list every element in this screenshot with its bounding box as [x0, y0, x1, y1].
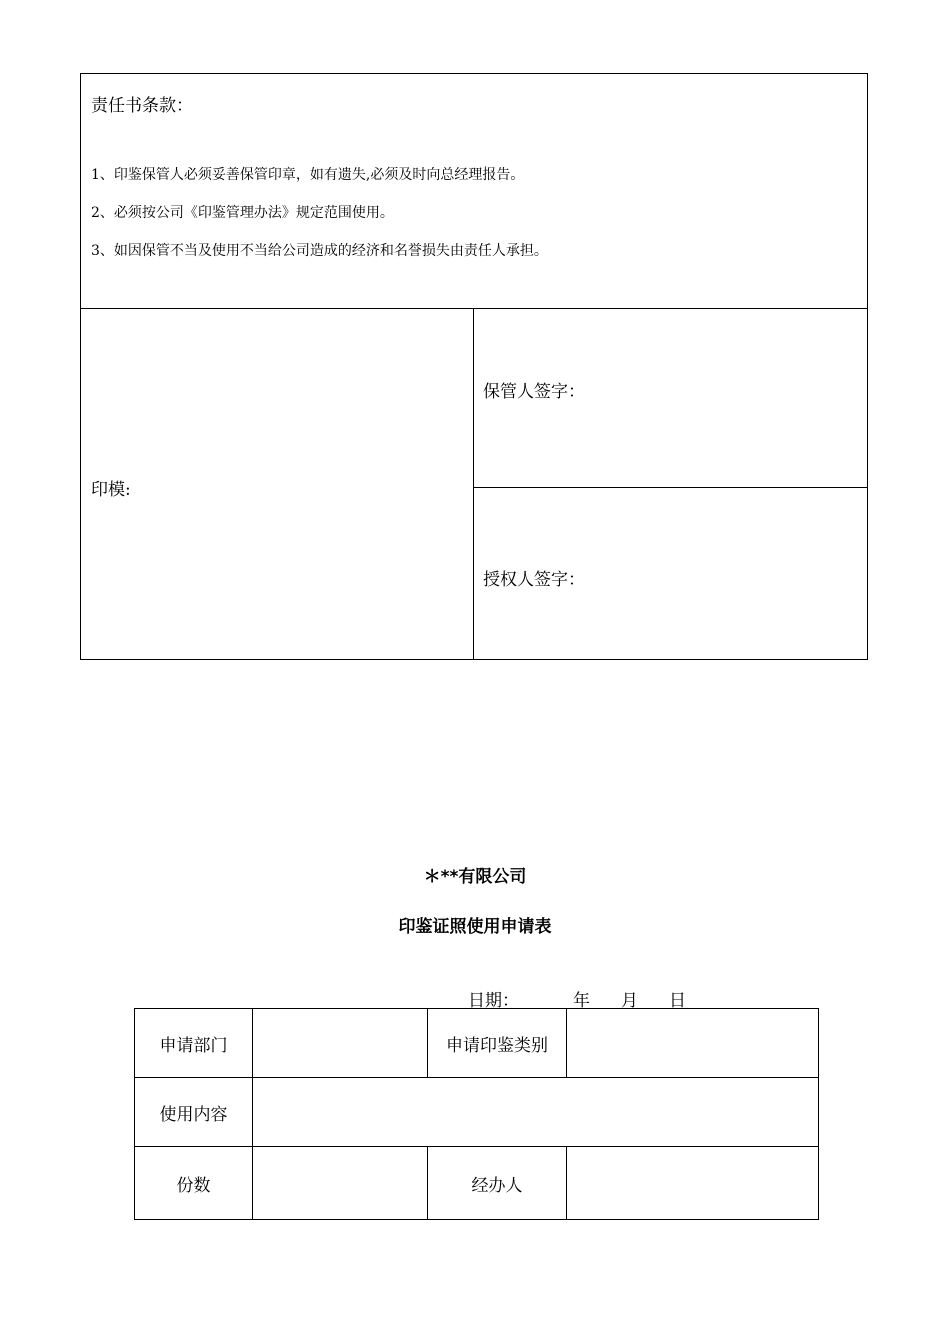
table-row — [135, 1078, 819, 1147]
dept-label: 申请部门 — [135, 1009, 253, 1078]
clause-item: 2、必须按公司《印鉴管理办法》规定范围使用。 — [91, 205, 394, 221]
seal-type-field[interactable] — [567, 1009, 819, 1078]
company-name: ＊**有限公司 — [423, 867, 527, 887]
responsibility-title: 责任书条款： — [91, 96, 193, 116]
table-divider — [473, 308, 474, 660]
handler-label: 经办人 — [428, 1147, 567, 1220]
year-label: 年 — [573, 991, 590, 1011]
copies-field[interactable] — [253, 1147, 428, 1220]
day-label: 日 — [669, 991, 686, 1011]
clause-item: 1、印鉴保管人必须妥善保管印章，如有遗失,必须及时向总经理报告。 — [91, 167, 525, 183]
table-row — [135, 1147, 819, 1220]
clause-item: 3、如因保管不当及使用不当给公司造成的经济和名誉损失由责任人承担。 — [91, 243, 548, 259]
seal-impression-label: 印模: — [91, 480, 131, 500]
table-row — [135, 1009, 819, 1078]
date-label: 日期： — [468, 991, 519, 1011]
handler-field[interactable] — [567, 1147, 819, 1220]
form-title: 印鉴证照使用申请表 — [398, 917, 552, 937]
copies-label: 份数 — [135, 1147, 253, 1220]
responsibility-table — [80, 73, 868, 660]
keeper-signature-label[interactable]: 保管人签字： — [483, 382, 585, 402]
dept-field[interactable] — [253, 1009, 428, 1078]
content-field[interactable] — [253, 1078, 819, 1147]
table-divider — [473, 487, 868, 488]
table-divider — [80, 308, 868, 309]
authorizer-signature-label[interactable]: 授权人签字： — [483, 570, 585, 590]
content-label: 使用内容 — [135, 1078, 253, 1147]
application-form-table — [134, 1008, 819, 1220]
seal-type-label: 申请印鉴类别 — [428, 1009, 567, 1078]
month-label: 月 — [621, 991, 638, 1011]
